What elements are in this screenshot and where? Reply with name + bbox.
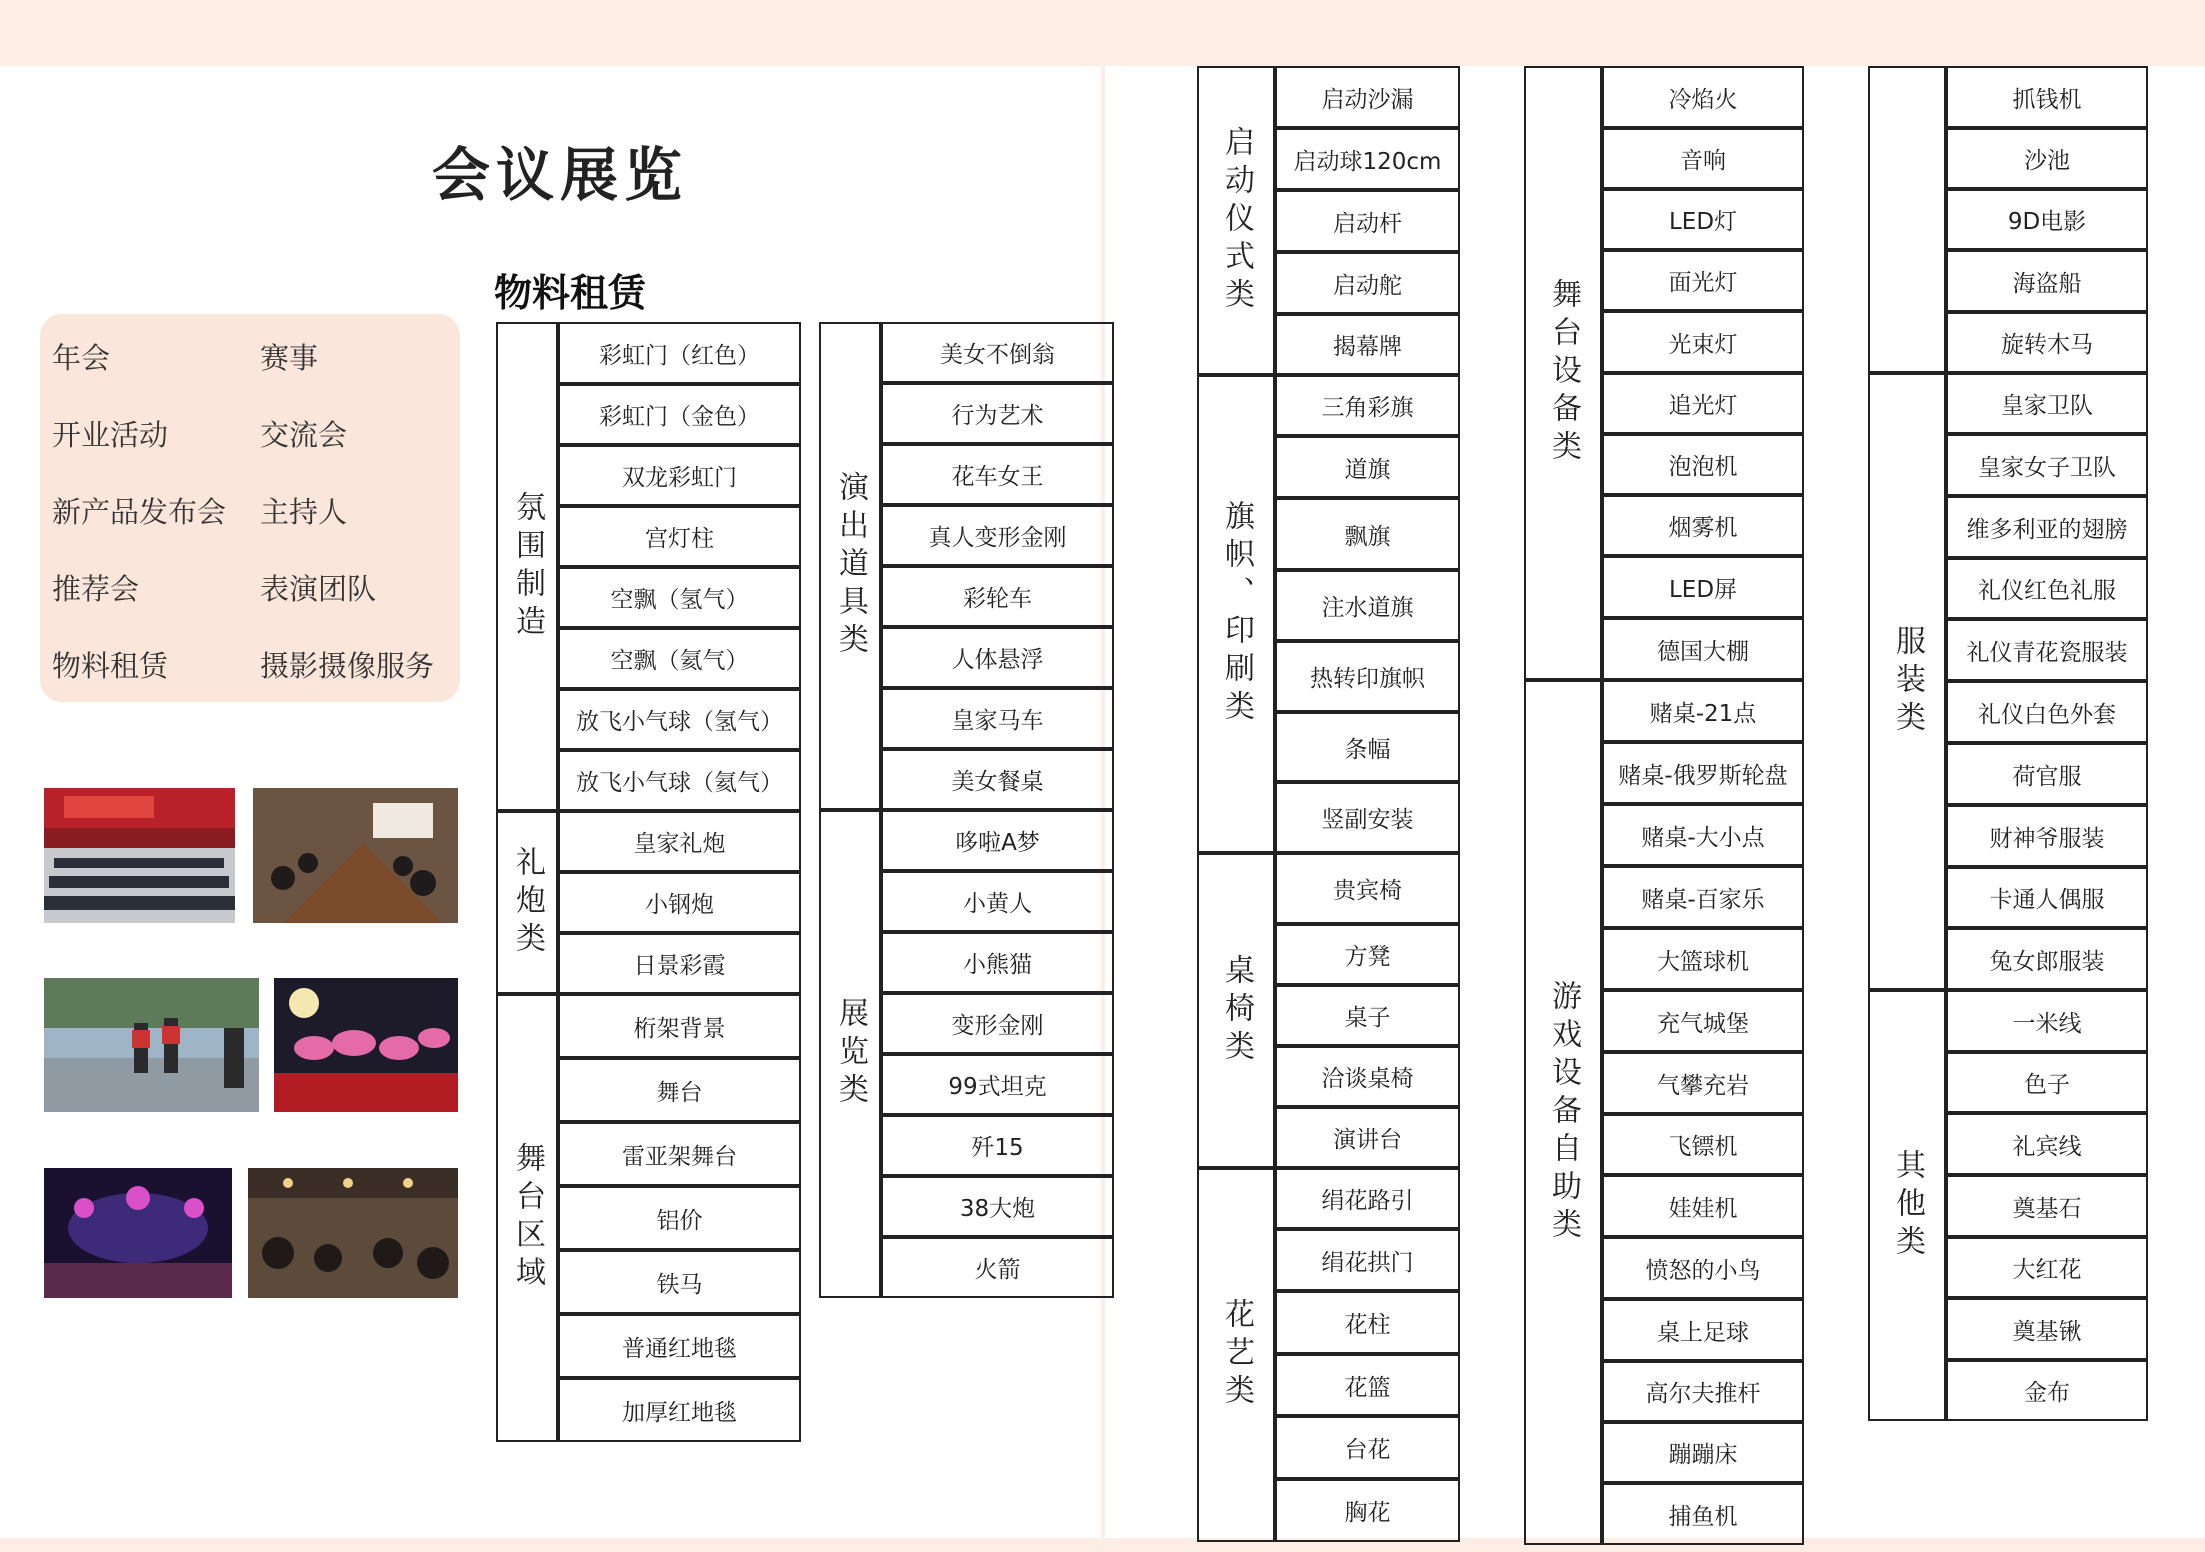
category-label: 礼炮类 (510, 845, 545, 960)
rental-item: 飞镖机 (1602, 1114, 1804, 1175)
rental-item: 小钢炮 (558, 872, 801, 933)
category-cell (496, 811, 558, 994)
rental-item: 光束灯 (1602, 311, 1804, 373)
rental-item: 道旗 (1275, 436, 1460, 498)
category-cell (819, 810, 881, 1298)
category-cell (1868, 66, 1946, 373)
rental-item: 兔女郎服装 (1946, 928, 2148, 990)
rental-item: 热转印旗帜 (1275, 641, 1460, 712)
page-title: 会议展览 (432, 141, 689, 209)
event-item: 开业活动 (52, 418, 169, 452)
rental-item: 揭幕牌 (1275, 314, 1460, 375)
event-item: 物料租赁 (52, 649, 169, 683)
category-cell (1197, 853, 1275, 1168)
category-label: 演出道具类 (833, 471, 868, 661)
category-cell (1524, 680, 1602, 1545)
event-types-panel (40, 314, 460, 702)
rental-item: 铝价 (558, 1186, 801, 1250)
event-item: 主持人 (260, 495, 348, 529)
rental-item: 空飘（氢气） (558, 567, 801, 628)
rental-item: 胸花 (1275, 1479, 1460, 1542)
rental-item: 注水道旗 (1275, 570, 1460, 641)
rental-item: 放飞小气球（氦气） (558, 750, 801, 811)
rental-item: 启动杆 (1275, 190, 1460, 252)
rental-item: 竖副安装 (1275, 782, 1460, 853)
rental-item: 奠基石 (1946, 1175, 2148, 1237)
rental-item: LED灯 (1602, 189, 1804, 250)
rental-item: 德国大棚 (1602, 618, 1804, 680)
rental-item: 哆啦A梦 (881, 810, 1114, 871)
event-item: 摄影摄像服务 (260, 649, 435, 683)
rental-item: 皇家礼炮 (558, 811, 801, 872)
section-subtitle: 物料租赁 (494, 271, 647, 315)
rental-item: 皇家卫队 (1946, 373, 2148, 434)
rental-item: 日景彩霞 (558, 933, 801, 994)
category-label: 花艺类 (1219, 1298, 1254, 1412)
rental-item: 双龙彩虹门 (558, 445, 801, 506)
category-label: 旗帜、印刷类 (1219, 500, 1254, 728)
rental-item: 美女餐桌 (881, 749, 1114, 810)
rental-item: 面光灯 (1602, 250, 1804, 311)
rental-item: 38大炮 (881, 1176, 1114, 1237)
category-label: 氛围制造 (510, 490, 545, 643)
rental-item: 花篮 (1275, 1354, 1460, 1416)
rental-item: 火箭 (881, 1237, 1114, 1298)
rental-item: 加厚红地毯 (558, 1378, 801, 1442)
rental-item: 礼仪白色外套 (1946, 681, 2148, 743)
rental-item: 彩轮车 (881, 566, 1114, 627)
rental-item: 桌上足球 (1602, 1299, 1804, 1361)
rental-item: 贵宾椅 (1275, 853, 1460, 924)
rental-item: 追光灯 (1602, 373, 1804, 434)
category-label: 舞台区域 (510, 1142, 545, 1294)
rental-item: 旋转木马 (1946, 312, 2148, 373)
stage-lights-photo (44, 1168, 232, 1298)
rental-item: 冷焰火 (1602, 66, 1804, 128)
rental-item: 大篮球机 (1602, 928, 1804, 990)
rental-item: 赌桌-俄罗斯轮盘 (1602, 742, 1804, 804)
rental-item: 启动舵 (1275, 252, 1460, 314)
rental-item: 歼15 (881, 1115, 1114, 1176)
rental-item: 条幅 (1275, 712, 1460, 782)
rental-item: 彩虹门（红色） (558, 322, 801, 384)
rental-item: 启动沙漏 (1275, 66, 1460, 128)
category-cell (496, 322, 558, 811)
rental-item: 赌桌-大小点 (1602, 804, 1804, 866)
category-label: 展览类 (833, 997, 868, 1111)
rental-item: 蹦蹦床 (1602, 1422, 1804, 1483)
rental-item: 绢花拱门 (1275, 1229, 1460, 1291)
rental-item: 放飞小气球（氢气） (558, 689, 801, 750)
rental-item: 大红花 (1946, 1237, 2148, 1298)
rental-item: 变形金刚 (881, 993, 1114, 1054)
category-label: 游戏设备自助类 (1546, 979, 1581, 1246)
rental-item: 宫灯柱 (558, 506, 801, 567)
rental-item: 荷官服 (1946, 743, 2148, 805)
category-cell (819, 322, 881, 810)
rental-item: 捕鱼机 (1602, 1483, 1804, 1545)
rental-item: 礼仪青花瓷服装 (1946, 619, 2148, 681)
rental-item: 雷亚架舞台 (558, 1122, 801, 1186)
rental-item: 泡泡机 (1602, 434, 1804, 495)
rental-item: 绢花路引 (1275, 1168, 1460, 1229)
rental-item: 维多利亚的翅膀 (1946, 496, 2148, 558)
cafe-gathering-photo (248, 1168, 458, 1298)
rental-item: 台花 (1275, 1416, 1460, 1479)
rental-item: 海盗船 (1946, 250, 2148, 312)
event-item: 新产品发布会 (52, 495, 227, 529)
rental-item: 礼宾线 (1946, 1113, 2148, 1175)
category-cell (1197, 375, 1275, 853)
rental-item: 铁马 (558, 1250, 801, 1314)
rental-item: 娃娃机 (1602, 1175, 1804, 1237)
rental-item: 音响 (1602, 128, 1804, 189)
rental-item: 桌子 (1275, 985, 1460, 1046)
rental-item: 洽谈桌椅 (1275, 1046, 1460, 1107)
rental-item: 空飘（氦气） (558, 628, 801, 689)
rental-item: 赌桌-21点 (1602, 680, 1804, 742)
rental-item: 充气城堡 (1602, 990, 1804, 1052)
category-cell (1868, 990, 1946, 1421)
conference-hall-photo (44, 788, 235, 923)
rental-item: 一米线 (1946, 990, 2148, 1052)
rental-item: 沙池 (1946, 128, 2148, 189)
rental-item: 舞台 (558, 1058, 801, 1122)
category-label: 其他类 (1890, 1148, 1925, 1263)
rental-item: 高尔夫推杆 (1602, 1361, 1804, 1422)
rental-item: 气攀充岩 (1602, 1052, 1804, 1114)
category-label: 启动仪式类 (1219, 125, 1254, 316)
event-item: 赛事 (260, 341, 319, 375)
rental-item: 小黄人 (881, 871, 1114, 932)
marathon-race-photo (44, 978, 259, 1112)
rental-item: 彩虹门（金色） (558, 384, 801, 445)
event-item: 交流会 (260, 418, 348, 452)
rental-item: 卡通人偶服 (1946, 867, 2148, 928)
rental-item: 演讲台 (1275, 1107, 1460, 1168)
rental-item: 色子 (1946, 1052, 2148, 1113)
rental-item: LED屏 (1602, 556, 1804, 618)
rental-item: 方凳 (1275, 924, 1460, 985)
meeting-table-photo (253, 788, 458, 923)
rental-item: 金布 (1946, 1360, 2148, 1421)
rental-item: 愤怒的小鸟 (1602, 1237, 1804, 1299)
rental-item: 烟雾机 (1602, 495, 1804, 556)
stage-dancers-photo (274, 978, 458, 1112)
rental-item: 桁架背景 (558, 994, 801, 1058)
rental-item: 启动球120cm (1275, 128, 1460, 190)
event-item: 年会 (52, 341, 111, 375)
category-cell (1868, 373, 1946, 990)
category-label: 桌椅类 (1219, 953, 1254, 1068)
category-cell (1524, 66, 1602, 680)
rental-item: 奠基锹 (1946, 1298, 2148, 1360)
rental-item: 皇家马车 (881, 688, 1114, 749)
rental-item: 财神爷服装 (1946, 805, 2148, 867)
rental-item: 抓钱机 (1946, 66, 2148, 128)
rental-item: 礼仪红色礼服 (1946, 558, 2148, 619)
rental-item: 三角彩旗 (1275, 375, 1460, 436)
rental-item: 普通红地毯 (558, 1314, 801, 1378)
category-cell (1197, 1168, 1275, 1542)
event-item: 推荐会 (52, 572, 140, 606)
category-cell (1197, 66, 1275, 375)
rental-item: 飘旗 (1275, 498, 1460, 570)
event-item: 表演团队 (260, 572, 377, 606)
rental-item: 美女不倒翁 (881, 322, 1114, 383)
rental-item: 皇家女子卫队 (1946, 434, 2148, 496)
rental-item: 99式坦克 (881, 1054, 1114, 1115)
rental-item: 花车女王 (881, 444, 1114, 505)
category-cell (496, 994, 558, 1442)
rental-item: 赌桌-百家乐 (1602, 866, 1804, 928)
rental-item: 行为艺术 (881, 383, 1114, 444)
category-label: 服装类 (1890, 624, 1925, 739)
rental-item: 人体悬浮 (881, 627, 1114, 688)
rental-item: 9D电影 (1946, 189, 2148, 250)
rental-item: 花柱 (1275, 1291, 1460, 1354)
rental-item: 小熊猫 (881, 932, 1114, 993)
rental-item: 真人变形金刚 (881, 505, 1114, 566)
category-label: 舞台设备类 (1546, 278, 1581, 468)
